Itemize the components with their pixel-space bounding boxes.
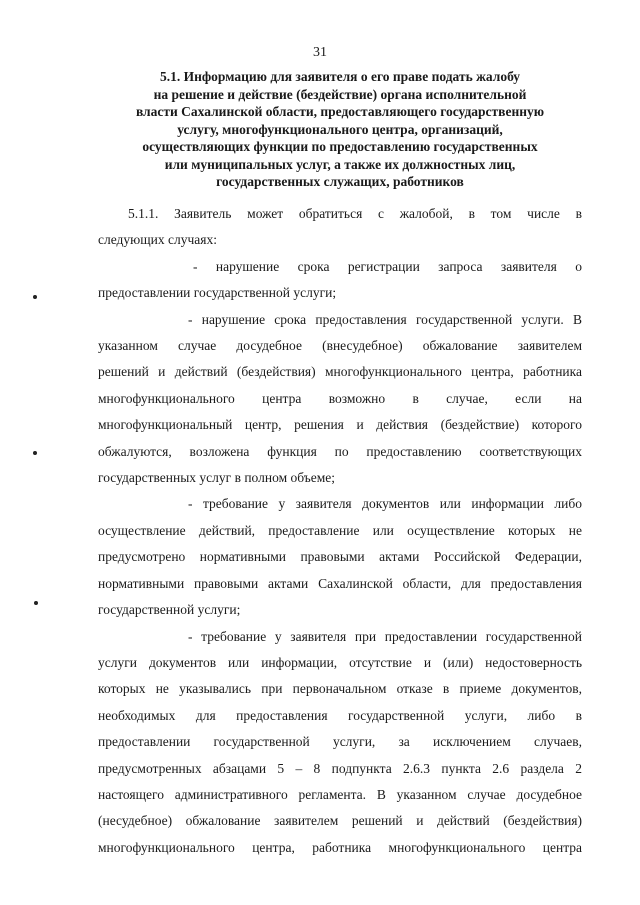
heading-line: на решение и действие (бездействие) органа исполнительной	[153, 86, 527, 102]
text-line: следующих случаях:	[98, 232, 217, 248]
text-line: услуги документов или информации, отсутствие и (или) недостоверность	[98, 654, 582, 670]
text-line: необходимых для предоставления государственной услуги, либо в	[98, 707, 582, 723]
text-line: предусмотрено нормативными правовыми актами Российской Федерации,	[98, 549, 582, 565]
text-line: государственных услуг в полном объеме;	[98, 470, 336, 486]
scan-speck	[34, 601, 38, 605]
scan-speck	[33, 295, 37, 299]
paragraph-missing-info	[98, 624, 582, 862]
text-line: - требование у заявителя при предоставлении государственной	[188, 628, 582, 644]
section-heading	[100, 68, 580, 191]
text-line: решений и действий (бездействия) многофункционального центра, работника	[98, 364, 582, 380]
page-number: 31	[313, 45, 327, 60]
text-line: обжалуются, возложена функция по предоставлению соответствующих	[98, 443, 582, 459]
paragraph-registration-deadline	[98, 254, 582, 307]
text-line: предусмотренных абзацами 5 – 8 подпункта 2.6.3 пункта 2.6 раздела 2	[98, 760, 582, 776]
text-line: указанном случае досудебное (внесудебное) обжалование заявителем	[98, 338, 582, 354]
text-line: (несудебное) обжалование заявителем решений и действий (бездействия)	[98, 813, 582, 829]
text-line: осуществление действий, предоставление или осуществление которых не	[98, 522, 582, 538]
text-line: предоставлении государственной услуги;	[98, 285, 337, 301]
text-line: нормативными правовыми актами Сахалинской области, для предоставления	[98, 575, 582, 591]
text-line: многофункциональный центр, решения и действия (бездействие) которого	[98, 417, 582, 433]
text-line: которых не указывались при первоначальном отказе в приеме документов,	[98, 681, 582, 697]
scan-speck	[33, 451, 37, 455]
heading-line: государственных служащих, работников	[216, 174, 464, 189]
text-line: предоставлении государственной услуги, за исключением случаев,	[98, 734, 582, 750]
text-line: - нарушение срока предоставления государственной услуги. В	[188, 311, 582, 327]
text-line: многофункционального центра возможно в случае, если на	[98, 390, 582, 406]
heading-line: власти Сахалинской области, предоставляющего государственную	[135, 104, 545, 119]
paragraph-5-1-1	[98, 201, 582, 254]
heading-line: осуществляющих функции по предоставлению государственных	[142, 139, 538, 154]
paragraph-service-deadline	[98, 307, 582, 492]
text-line: - нарушение срока регистрации запроса заявителя о	[193, 258, 582, 274]
text-line: многофункционального центра, работника многофункционального центра	[98, 839, 582, 855]
text-line: - требование у заявителя документов или информации либо	[188, 496, 582, 512]
paragraph-documents-requirement	[98, 491, 582, 623]
document-body	[98, 201, 582, 861]
text-line: государственной услуги;	[98, 602, 241, 618]
text-line: 5.1.1. Заявитель может обратиться с жалобой, в том числе в	[128, 206, 582, 221]
text-line: настоящего административного регламента. В указанном случае досудебное	[98, 786, 582, 802]
heading-line: 5.1. Информацию для заявителя о его праве подать жалобу	[159, 69, 521, 84]
heading-line: или муниципальных услуг, а также их должностных лиц,	[164, 156, 516, 172]
heading-line: услугу, многофункционального центра, организаций,	[177, 121, 503, 137]
